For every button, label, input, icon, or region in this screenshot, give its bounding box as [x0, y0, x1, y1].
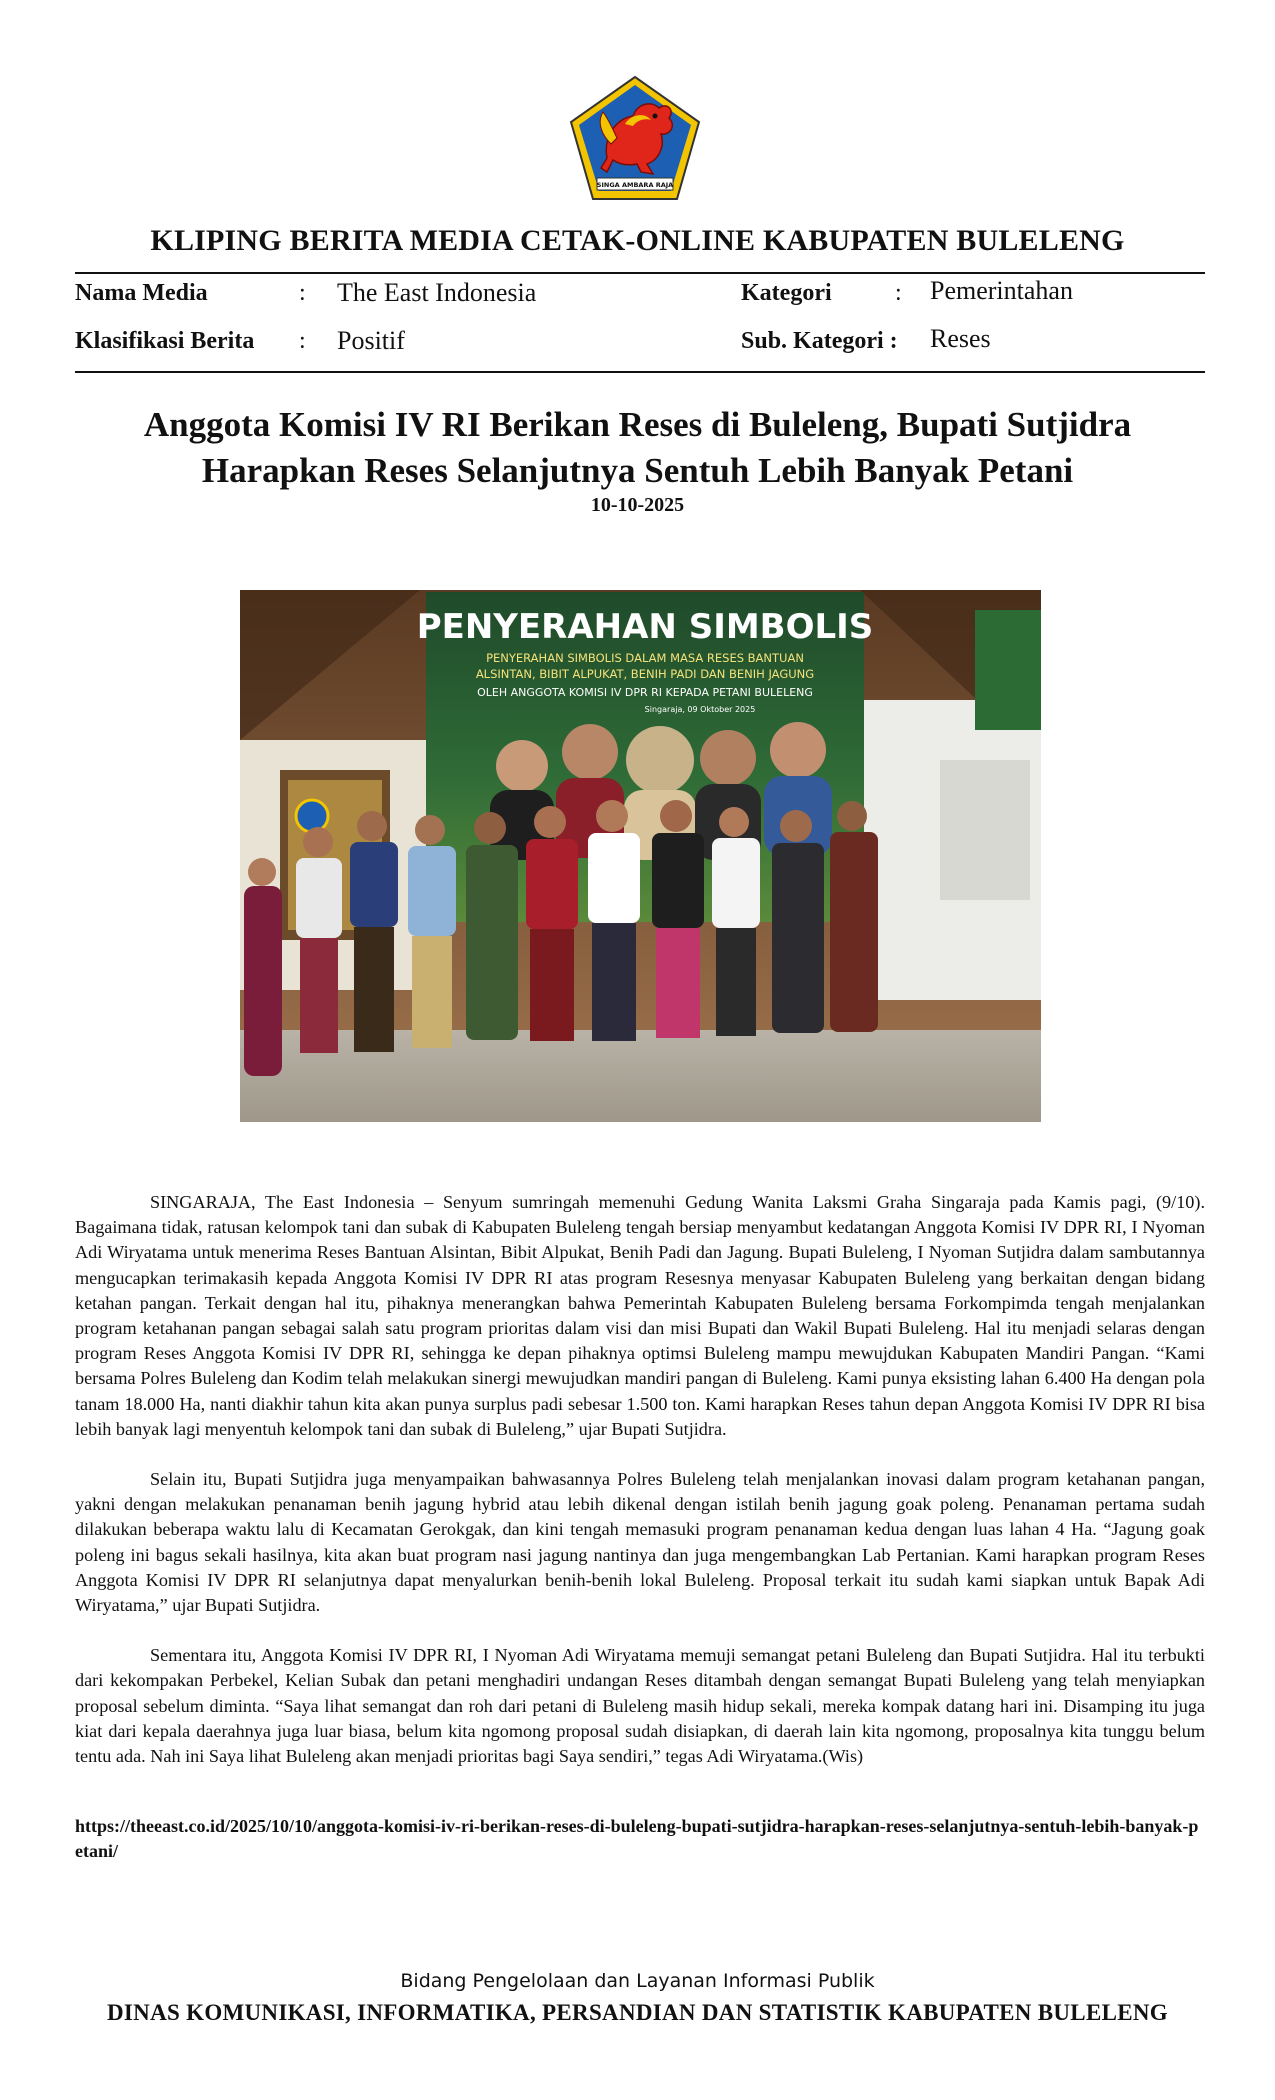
document-title: KLIPING BERITA MEDIA CETAK-ONLINE KABUPATEN BULELENG — [150, 224, 1125, 257]
category-value: Pemerintahan — [930, 276, 1073, 305]
category-colon: : — [895, 280, 902, 306]
photo-banner-subtitle-2: ALSINTAN, BIBIT ALPUKAT, BENIH PADI DAN BENIH JAGUNG — [475, 667, 815, 681]
headline-line-1: Anggota Komisi IV RI Berikan Reses di Buleleng, Bupati Sutjidra — [143, 405, 1132, 444]
article-photo — [240, 590, 1041, 1122]
article-paragraph-1: SINGARAJA, The East Indonesia – Senyum sumringah memenuhi Gedung Wanita Laksmi Graha Singaraja pada Kamis pagi, (9/10). Bagaimana tidak, ratusan kelompok tani dan subak di Kabupaten Buleleng tengah bersiap menyambut kedatangan Anggota Komisi IV DPR RI, I Nyoman Adi Wiryatama untuk menerima Reses Bantuan Alsintan, Bibit Alpukat, Benih Padi dan Jagung. Bupati Buleleng, I Nyoman Sutjidra dalam sambutannya mengucapkan terimakasih kepada Anggota Komisi IV DPR RI atas program Resesnya menyasar Kabupaten Buleleng yang berkaitan dengan bidang ketahan pangan. Terkait dengan hal itu, pihaknya menerangkan bahwa Pemerintah Kabupaten Buleleng bersama Forkompimda tengah menjalankan program ketahanan pangan sebagai salah satu program prioritas dalam visi dan misi Bupati dan Wakil Bupati Buleleng. Hal itu menjadi selaras dengan program Reses Anggota Komisi IV DPR RI, sehingga ke depan pihaknya optimsi Buleleng mampu mewujdukan Kabupaten Mandiri Pangan. “Kami bersama Polres Buleleng dan Kodim telah melakukan sinergi mewujudkan mandiri pangan di Buleleng. Kami punya eksisting lahan 6.400 Ha dengan pola tanam 18.000 Ha, nanti diakhir tahun kita akan punya surplus padi sebesar 1.500 ton. Kami harapkan Reses tahun depan Anggota Komisi IV DPR RI bisa lebih banyak lagi menyentuh kelompok tani dan subak di Buleleng,” ujar Bupati Sutjidra. — [75, 1192, 1205, 1439]
footer-agency: DINAS KOMUNIKASI, INFORMATIKA, PERSANDIAN DAN STATISTIK KABUPATEN BULELENG — [107, 2000, 1168, 2025]
classification-colon: : — [299, 328, 306, 354]
media-name-label: Nama Media — [75, 280, 208, 306]
meta-row-2 — [75, 324, 1205, 364]
subcategory-label: Sub. Kategori : — [741, 328, 898, 354]
media-name-value: The East Indonesia — [337, 278, 537, 307]
source-link[interactable]: https://theeast.co.id/2025/10/10/anggota-komisi-iv-ri-berikan-reses-di-buleleng-bupati-sutjidra-harapkan-reses-selanjutnya-sentuh-lebih-banyak-petani/ — [75, 1816, 1199, 1861]
classification-label: Klasifikasi Berita — [75, 328, 255, 354]
photo-banner-title: PENYERAHAN SIMBOLIS — [416, 607, 874, 647]
regency-logo — [567, 74, 703, 202]
article-date: 10-10-2025 — [590, 494, 685, 516]
header-bottom-divider — [75, 371, 1205, 373]
photo-banner-place: Singaraja, 09 Oktober 2025 — [644, 705, 756, 714]
article-paragraph-2: Selain itu, Bupati Sutjidra juga menyampaikan bahwasannya Polres Buleleng telah menjalankan inovasi dalam program ketahanan pangan, yakni dengan melakukan penanaman benih jagung hybrid atau lebih dikenal dengan istilah benih jagung goak poleng. Penanaman pertama sudah dilakukan beberapa waktu lalu di Kecamatan Gerokgak, dan kini tengah memasuki program penanaman kedua dengan luas lahan 4 Ha. “Jagung goak poleng ini bagus sekali hasilnya, kita akan buat program nasi jagung nantinya dan juga mengembangkan Lab Pertanian. Kami harapkan program Reses Anggota Komisi IV DPR RI selanjutnya dapat menyalurkan benih-benih lokal Buleleng. Proposal terkait itu sudah kami siapkan untuk Bapak Adi Wiryatama,” ujar Bupati Sutjidra. — [75, 1469, 1205, 1616]
classification-value: Positif — [337, 326, 405, 355]
article-headline — [100, 402, 1175, 494]
headline-line-2: Harapkan Reses Selanjutnya Sentuh Lebih Banyak Petani — [201, 451, 1074, 490]
category-label: Kategori — [741, 280, 832, 306]
media-name-colon: : — [299, 280, 306, 306]
logo-caption: SINGA AMBARA RAJA — [596, 181, 674, 189]
article-body — [75, 1190, 1205, 1794]
photo-banner-subtitle-3: OLEH ANGGOTA KOMISI IV DPR RI KEPADA PETANI BULELENG — [477, 686, 813, 699]
photo-banner-subtitle-1: PENYERAHAN SIMBOLIS DALAM MASA RESES BANTUAN — [486, 651, 804, 665]
header-top-divider — [75, 272, 1205, 274]
singa-ambara-raja-emblem-icon — [567, 74, 703, 202]
footer-department: Bidang Pengelolaan dan Layanan Informasi Publik — [400, 1970, 875, 1992]
meta-row-1 — [75, 276, 1205, 316]
article-paragraph-3: Sementara itu, Anggota Komisi IV DPR RI, I Nyoman Adi Wiryatama memuji semangat petani Buleleng dan Bupati Sutjidra. Hal itu terbukti dari kekompakan Perbekel, Kelian Subak dan petani menghadiri undangan Reses ditambah dengan semangat Bupati Buleleng yang telah menyiapkan proposal sebelum diminta. “Saya lihat semangat dan roh dari petani di Buleleng masih hidup sekali, mereka kompak datang hari ini. Disamping itu juga kiat dari kepala daerahnya juga luar biasa, belum kita ngomong proposal sudah disiapkan, di daerah lain kita ngomong, proposalnya kita tunggu belum tentu ada. Nah ini Saya lihat Buleleng akan menjadi prioritas bagi Saya sendiri,” tegas Adi Wiryatama.(Wis) — [75, 1645, 1205, 1767]
subcategory-value: Reses — [930, 324, 991, 353]
